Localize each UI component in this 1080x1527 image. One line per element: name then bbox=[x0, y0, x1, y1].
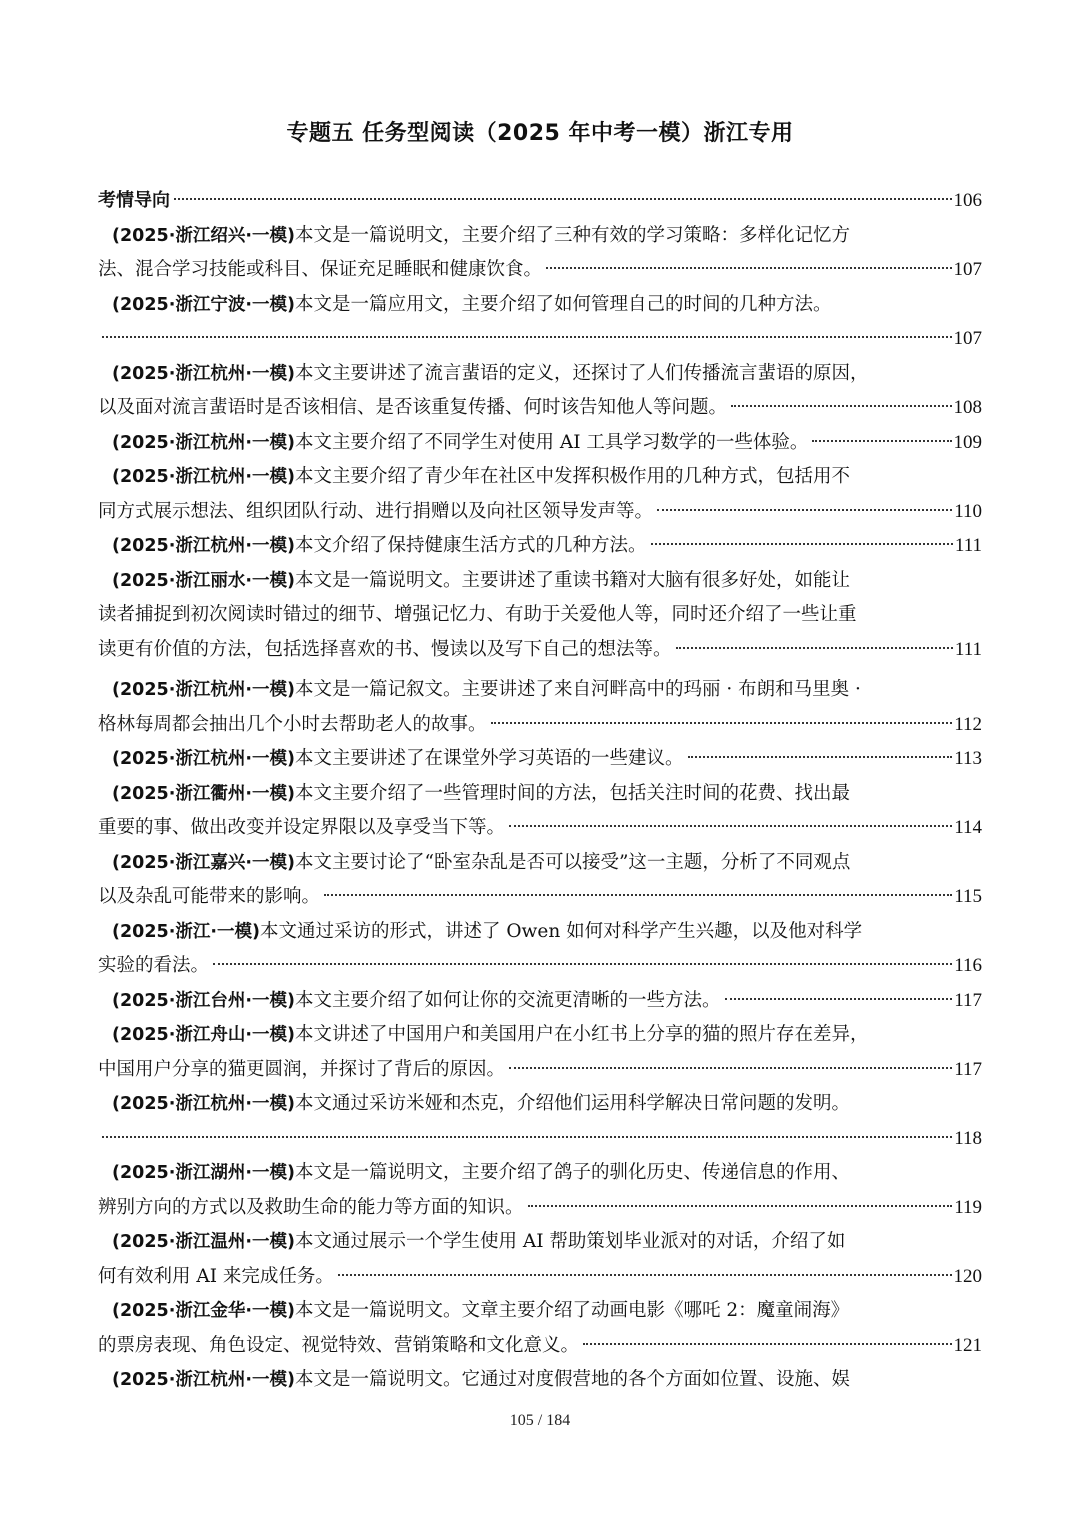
toc-heading-label: 考情导向 bbox=[98, 190, 170, 211]
toc-page-number: 110 bbox=[954, 500, 982, 522]
toc-entry-description: 本文主要介绍了一些管理时间的方法，包括关注时间的花费、找出最 bbox=[295, 782, 851, 804]
toc-entry-line[interactable] bbox=[98, 219, 982, 254]
toc-entry-line[interactable] bbox=[98, 1329, 982, 1364]
toc-entry-description: 何有效利用 AI 来完成任务。 bbox=[98, 1265, 334, 1287]
toc-entry-source-tag: (2025·浙江嘉兴·一模) bbox=[112, 852, 295, 873]
toc-entry-line[interactable] bbox=[98, 1294, 982, 1329]
toc-entry-line[interactable] bbox=[98, 1225, 982, 1260]
toc-entry-description: 本文主要介绍了不同学生对使用 AI 工具学习数学的一些体验。 bbox=[295, 431, 809, 453]
toc-entry-description: 辨别方向的方式以及救助生命的能力等方面的知识。 bbox=[98, 1196, 524, 1218]
dot-leader bbox=[528, 1204, 953, 1207]
toc-entry-description: 重要的事、做出改变并设定界限以及享受当下等。 bbox=[98, 817, 506, 838]
dot-leader bbox=[324, 893, 952, 896]
toc-entry-description: 本文通过采访的形式，讲述了 Owen 如何对科学产生兴趣，以及他对科学 bbox=[260, 920, 863, 942]
toc-entry-line[interactable] bbox=[98, 357, 982, 392]
toc-page-number: 121 bbox=[953, 1334, 982, 1356]
toc-entry-line[interactable] bbox=[98, 564, 982, 599]
toc-entry-line[interactable] bbox=[98, 1191, 982, 1226]
toc-entry-source-tag: (2025·浙江杭州·一模) bbox=[112, 536, 295, 556]
toc-page-number: 116 bbox=[954, 955, 982, 976]
toc-entry-description: 本文是一篇说明文。它通过对度假营地的各个方面如位置、设施、娱 bbox=[295, 1369, 851, 1390]
toc-page-number: 111 bbox=[954, 638, 982, 660]
toc-entry-description: 本文讲述了中国用户和美国用户在小红书上分享的猫的照片存在差异， bbox=[295, 1024, 869, 1045]
toc-entry-description: 以及面对流言蜚语时是否该相信、是否该重复传播、何时该告知他人等问题。 bbox=[98, 397, 728, 418]
toc-page-number: 119 bbox=[954, 1196, 982, 1218]
toc-entry-description: 法、混合学习技能或科目、保证充足睡眠和健康饮食。 bbox=[98, 259, 543, 280]
toc-page-number: 107 bbox=[953, 328, 982, 349]
toc-page-number: 107 bbox=[953, 259, 982, 280]
dot-leader bbox=[102, 1135, 952, 1138]
toc-entry-line[interactable] bbox=[98, 708, 982, 743]
toc-entry-description: 本文主要介绍了如何让你的交流更清晰的一些方法。 bbox=[295, 989, 721, 1011]
toc-entry-line[interactable] bbox=[98, 426, 982, 461]
table-of-contents bbox=[98, 184, 982, 1398]
toc-entry-description: 格林每周都会抽出几个小时去帮助老人的故事。 bbox=[98, 713, 487, 735]
toc-entry-line[interactable] bbox=[98, 777, 982, 812]
dot-leader bbox=[213, 962, 952, 965]
toc-entry-line[interactable] bbox=[98, 742, 982, 777]
toc-page-number: 117 bbox=[954, 989, 982, 1011]
toc-entry-source-tag: (2025·浙江杭州·一模) bbox=[112, 467, 295, 487]
dot-leader bbox=[688, 755, 953, 758]
dot-leader bbox=[651, 542, 953, 545]
toc-page-number: 118 bbox=[954, 1127, 982, 1149]
toc-entry-line[interactable] bbox=[98, 673, 982, 708]
dot-leader bbox=[491, 721, 953, 724]
toc-entry-source-tag: (2025·浙江杭州·一模) bbox=[112, 749, 295, 769]
page-title: 专题五 任务型阅读（2025 年中考一模）浙江专用 bbox=[286, 121, 794, 146]
toc-entry-description: 本文是一篇应用文，主要介绍了如何管理自己的时间的几种方法。 bbox=[295, 293, 832, 315]
toc-heading-row[interactable] bbox=[98, 184, 982, 219]
toc-entry-line[interactable] bbox=[98, 1122, 982, 1157]
toc-entry-source-tag: (2025·浙江舟山·一模) bbox=[112, 1025, 295, 1045]
toc-entry-description: 中国用户分享的猫更圆润，并探讨了背后的原因。 bbox=[98, 1058, 506, 1080]
toc-page-number: 113 bbox=[954, 748, 982, 769]
dot-leader bbox=[102, 335, 952, 338]
toc-entry-description: 本文主要讲述了流言蜚语的定义，还探讨了人们传播流言蜚语的原因， bbox=[295, 362, 869, 384]
toc-entry-source-tag: (2025·浙江杭州·一模) bbox=[112, 680, 295, 700]
dot-leader bbox=[583, 1342, 951, 1345]
toc-entry-source-tag: (2025·浙江杭州·一模) bbox=[112, 1370, 295, 1390]
toc-page-number: 109 bbox=[953, 431, 982, 453]
toc-page-number: 111 bbox=[954, 535, 982, 556]
toc-entry-line[interactable] bbox=[98, 846, 982, 881]
toc-entry-source-tag: (2025·浙江温州·一模) bbox=[112, 1232, 295, 1252]
toc-entry-line[interactable] bbox=[98, 1260, 982, 1295]
toc-entry-description: 的票房表现、角色设定、视觉特效、营销策略和文化意义。 bbox=[98, 1334, 580, 1356]
toc-entry-line[interactable] bbox=[98, 495, 982, 530]
toc-entry-line[interactable] bbox=[98, 633, 982, 668]
dot-leader bbox=[509, 824, 952, 827]
toc-entry-source-tag: (2025·浙江·一模) bbox=[112, 921, 260, 942]
toc-entry-description: 本文是一篇记叙文。主要讲述了来自河畔高中的玛丽 · 布朗和马里奥 · bbox=[295, 679, 861, 700]
toc-page-number: 106 bbox=[953, 190, 982, 211]
toc-entry-description: 本文介绍了保持健康生活方式的几种方法。 bbox=[295, 535, 647, 556]
dot-leader bbox=[676, 646, 953, 649]
toc-page-number: 117 bbox=[954, 1058, 982, 1080]
dot-leader bbox=[174, 197, 952, 200]
dot-leader bbox=[657, 508, 952, 511]
toc-entry-description: 本文通过采访米娅和杰克，介绍他们运用科学解决日常问题的发明。 bbox=[295, 1093, 851, 1114]
toc-entry-line[interactable] bbox=[98, 811, 982, 846]
toc-entry-line[interactable] bbox=[98, 1087, 982, 1122]
dot-leader bbox=[812, 439, 951, 442]
dot-leader bbox=[731, 404, 951, 407]
toc-entry-line[interactable] bbox=[98, 915, 982, 950]
toc-entry-description: 读者捕捉到初次阅读时错过的细节、增强记忆力、有助于关爱他人等，同时还介绍了一些让重 bbox=[98, 604, 857, 625]
toc-entry-description: 本文主要讲述了在课堂外学习英语的一些建议。 bbox=[295, 748, 684, 769]
toc-entry-line[interactable] bbox=[98, 949, 982, 984]
toc-entry-line[interactable] bbox=[98, 984, 982, 1019]
toc-entry-line[interactable] bbox=[98, 598, 982, 633]
toc-entry-description: 实验的看法。 bbox=[98, 955, 210, 976]
dot-leader bbox=[509, 1066, 952, 1069]
toc-entry-description: 以及杂乱可能带来的影响。 bbox=[98, 886, 321, 907]
toc-entry-description: 同方式展示想法、组织团队行动、进行捐赠以及向社区领导发声等。 bbox=[98, 500, 654, 522]
document-page bbox=[98, 0, 982, 1527]
toc-entry-description: 本文通过展示一个学生使用 AI 帮助策划毕业派对的对话，介绍了如 bbox=[295, 1231, 846, 1252]
toc-entry-description: 本文是一篇说明文，主要介绍了三种有效的学习策略：多样化记忆方 bbox=[295, 224, 851, 246]
toc-page-number: 114 bbox=[954, 817, 982, 838]
toc-entry-source-tag: (2025·浙江金华·一模) bbox=[112, 1301, 295, 1321]
page-number-footer: 105 / 184 bbox=[509, 1412, 571, 1429]
toc-entry-description: 读更有价值的方法，包括选择喜欢的书、慢读以及写下自己的想法等。 bbox=[98, 638, 672, 660]
toc-entry-line[interactable] bbox=[98, 288, 982, 323]
toc-entry-description: 本文是一篇说明文，主要介绍了鸽子的驯化历史、传递信息的作用、 bbox=[295, 1162, 851, 1183]
toc-entry-source-tag: (2025·浙江丽水·一模) bbox=[112, 570, 295, 591]
toc-entry-line[interactable] bbox=[98, 1018, 982, 1053]
toc-entry-source-tag: (2025·浙江湖州·一模) bbox=[112, 1163, 295, 1183]
dot-leader bbox=[338, 1273, 952, 1276]
toc-entry-line[interactable] bbox=[98, 253, 982, 288]
toc-entry-description: 本文是一篇说明文。主要讲述了重读书籍对大脑有很多好处，如能让 bbox=[295, 569, 851, 591]
toc-entry-description: 本文是一篇说明文。文章主要介绍了动画电影《哪吒 2：魔童闹海》 bbox=[295, 1300, 850, 1321]
toc-entry-description: 本文主要讨论了“卧室杂乱是否可以接受”这一主题，分析了不同观点 bbox=[295, 851, 851, 873]
toc-entry-source-tag: (2025·浙江绍兴·一模) bbox=[112, 225, 295, 246]
toc-entry-source-tag: (2025·浙江杭州·一模) bbox=[112, 363, 295, 384]
toc-entry-source-tag: (2025·浙江衢州·一模) bbox=[112, 783, 295, 804]
toc-entry-line[interactable] bbox=[98, 322, 982, 357]
toc-entry-line[interactable] bbox=[98, 460, 982, 495]
toc-entry-line[interactable] bbox=[98, 1053, 982, 1088]
toc-entry-source-tag: (2025·浙江杭州·一模) bbox=[112, 1094, 295, 1114]
toc-entry-line[interactable] bbox=[98, 391, 982, 426]
toc-entry-source-tag: (2025·浙江宁波·一模) bbox=[112, 294, 295, 315]
toc-entry-line[interactable] bbox=[98, 880, 982, 915]
toc-entry-line[interactable] bbox=[98, 529, 982, 564]
toc-page-number: 108 bbox=[953, 397, 982, 418]
toc-entry-line[interactable] bbox=[98, 1156, 982, 1191]
toc-page-number: 112 bbox=[954, 713, 982, 735]
toc-page-number: 115 bbox=[954, 886, 982, 907]
toc-entry-line[interactable] bbox=[98, 1363, 982, 1398]
toc-page-number: 120 bbox=[953, 1265, 982, 1287]
dot-leader bbox=[546, 266, 951, 269]
toc-entry-source-tag: (2025·浙江台州·一模) bbox=[112, 990, 295, 1011]
toc-entry-description: 本文主要介绍了青少年在社区中发挥积极作用的几种方式，包括用不 bbox=[295, 466, 851, 487]
dot-leader bbox=[725, 997, 953, 1000]
toc-entry-source-tag: (2025·浙江杭州·一模) bbox=[112, 432, 295, 453]
